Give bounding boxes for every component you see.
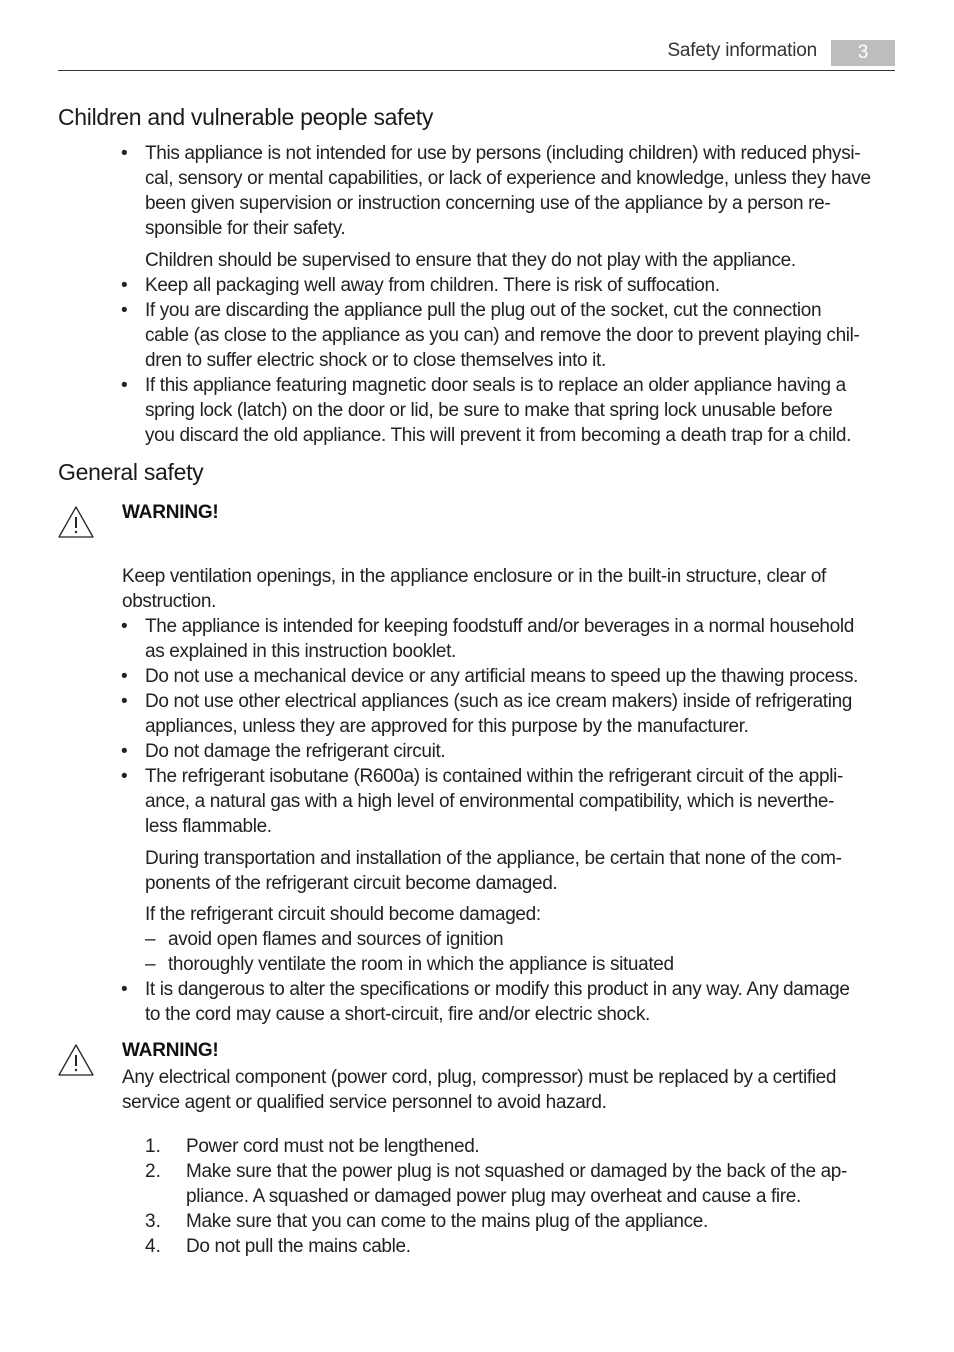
- bullet-icon: •: [121, 375, 128, 396]
- general-bullet-5-note2: If the refrigerant circuit should become damaged:: [145, 904, 541, 925]
- list-number-2: 2.: [145, 1161, 161, 1182]
- warning-triangle-icon: [57, 505, 95, 539]
- bullet-icon: •: [121, 666, 128, 687]
- general-bullet-1-line-1: The appliance is intended for keeping foodstuff and/or beverages in a normal household: [145, 616, 854, 637]
- general-bullet-4-line-1: Do not damage the refrigerant circuit.: [145, 741, 446, 762]
- warning-label-1: WARNING!: [122, 502, 219, 523]
- numbered-item-2-line-2: pliance. A squashed or damaged power plug may overheat and cause a fire.: [186, 1186, 801, 1207]
- general-intro-line-1: Keep ventilation openings, in the appliance enclosure or in the built-in structure, clear of: [122, 566, 826, 587]
- warning-2-text-line-2: service agent or qualified service personnel to avoid hazard.: [122, 1092, 607, 1113]
- list-number-1: 1.: [145, 1136, 161, 1157]
- bullet-icon: •: [121, 741, 128, 762]
- general-bullet-6-line-1: It is dangerous to alter the specifications or modify this product in any way. Any damage: [145, 979, 850, 1000]
- children-bullet-3-line-3: dren to suffer electric shock or to close themselves into it.: [145, 350, 606, 371]
- general-bullet-5-note-line-1: During transportation and installation of the appliance, be certain that none of the com-: [145, 848, 842, 869]
- heading-children-safety: Children and vulnerable people safety: [58, 104, 434, 130]
- heading-general-safety: General safety: [58, 459, 204, 485]
- general-bullet-6-line-2: to the cord may cause a short-circuit, fire and/or electric shock.: [145, 1004, 650, 1025]
- general-bullet-5-note-line-2: ponents of the refrigerant circuit become damaged.: [145, 873, 558, 894]
- children-bullet-1-line-4: sponsible for their safety.: [145, 218, 346, 239]
- children-bullet-3-line-2: cable (as close to the appliance as you can) and remove the door to prevent playing chil-: [145, 325, 860, 346]
- children-bullet-1-line-1: This appliance is not intended for use by persons (including children) with reduced physi-: [145, 143, 861, 164]
- children-bullet-2-line-1: Keep all packaging well away from children. There is risk of suffocation.: [145, 275, 720, 296]
- dash-icon: –: [145, 954, 156, 975]
- general-bullet-5-line-2: ance, a natural gas with a high level of environmental compatibility, which is neverthe-: [145, 791, 835, 812]
- bullet-icon: •: [121, 979, 128, 1000]
- numbered-item-1-line-1: Power cord must not be lengthened.: [186, 1136, 480, 1157]
- general-bullet-3-line-2: appliances, unless they are approved for this purpose by the manufacturer.: [145, 716, 749, 737]
- numbered-item-4-line-1: Do not pull the mains cable.: [186, 1236, 411, 1257]
- header-section-title: Safety information: [667, 40, 817, 61]
- numbered-item-3-line-1: Make sure that you can come to the mains plug of the appliance.: [186, 1211, 708, 1232]
- children-bullet-1-line-2: cal, sensory or mental capabilities, or lack of experience and knowledge, unless they have: [145, 168, 871, 189]
- bullet-icon: •: [121, 143, 128, 164]
- dash-item-2: thoroughly ventilate the room in which the appliance is situated: [168, 954, 674, 975]
- dash-icon: –: [145, 929, 156, 950]
- bullet-icon: •: [121, 691, 128, 712]
- list-number-3: 3.: [145, 1211, 161, 1232]
- bullet-icon: •: [121, 766, 128, 787]
- children-bullet-1-note: Children should be supervised to ensure that they do not play with the appliance.: [145, 250, 796, 271]
- children-bullet-4-line-1: If this appliance featuring magnetic door seals is to replace an older appliance having a: [145, 375, 846, 396]
- warning-label-2: WARNING!: [122, 1040, 219, 1061]
- list-number-4: 4.: [145, 1236, 161, 1257]
- header-rule: [58, 70, 895, 71]
- bullet-icon: •: [121, 275, 128, 296]
- general-bullet-2-line-1: Do not use a mechanical device or any artificial means to speed up the thawing process.: [145, 666, 859, 687]
- bullet-icon: •: [121, 300, 128, 321]
- warning-2-text-line-1: Any electrical component (power cord, plug, compressor) must be replaced by a certified: [122, 1067, 837, 1088]
- numbered-item-2-line-1: Make sure that the power plug is not squashed or damaged by the back of the ap-: [186, 1161, 847, 1182]
- general-intro-line-2: obstruction.: [122, 591, 217, 612]
- children-bullet-3-line-1: If you are discarding the appliance pull the plug out of the socket, cut the connection: [145, 300, 822, 321]
- children-bullet-1-line-3: been given supervision or instruction concerning use of the appliance by a person re-: [145, 193, 831, 214]
- general-bullet-1-line-2: as explained in this instruction booklet.: [145, 641, 456, 662]
- dash-item-1: avoid open flames and sources of ignition: [168, 929, 504, 950]
- bullet-icon: •: [121, 616, 128, 637]
- general-bullet-5-line-3: less flammable.: [145, 816, 272, 837]
- children-bullet-4-line-3: you discard the old appliance. This will prevent it from becoming a death trap for a child.: [145, 425, 852, 446]
- children-bullet-4-line-2: spring lock (latch) on the door or lid, be sure to make that spring lock unusable before: [145, 400, 833, 421]
- general-bullet-5-line-1: The refrigerant isobutane (R600a) is contained within the refrigerant circuit of the appli-: [145, 766, 843, 787]
- page-number-badge: 3: [831, 40, 895, 66]
- warning-triangle-icon: [57, 1043, 95, 1077]
- general-bullet-3-line-1: Do not use other electrical appliances (such as ice cream makers) inside of refrigerating: [145, 691, 853, 712]
